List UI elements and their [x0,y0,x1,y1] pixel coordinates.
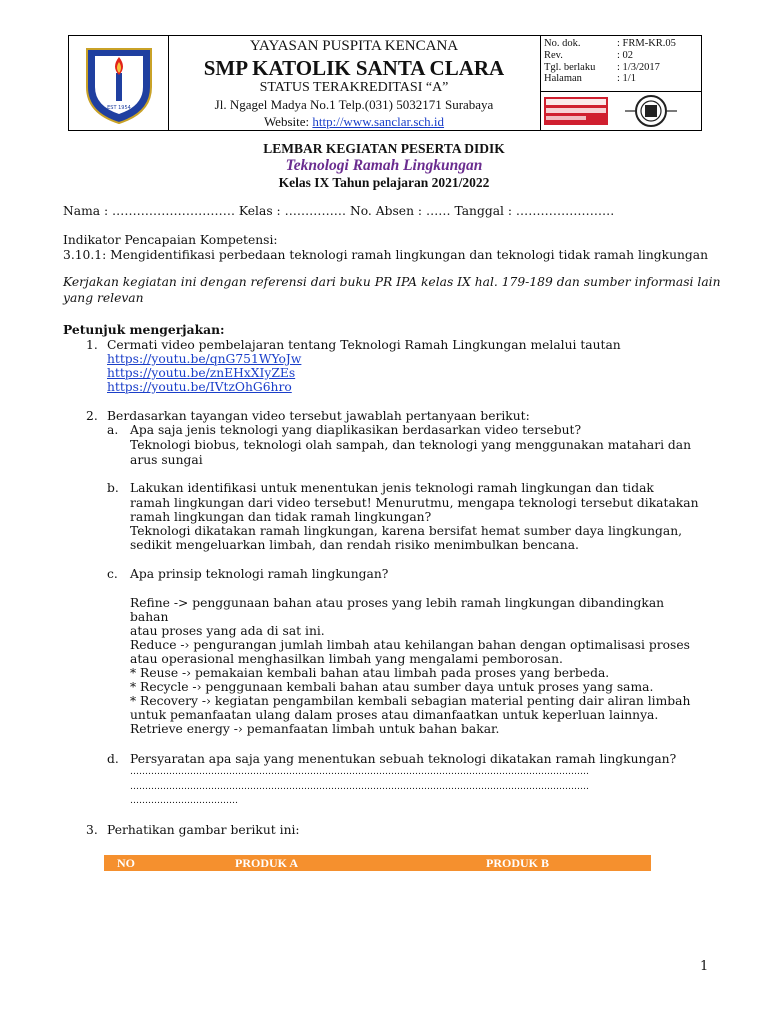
doc-number-value: : FRM-KR.05 [617,38,676,49]
q2a-answer: arus sungai [130,453,203,467]
worksheet-title: LEMBAR KEGIATAN PESERTA DIDIK [263,141,505,156]
petunjuk-heading: Petunjuk mengerjakan: [63,322,225,337]
q2-text: Berdasarkan tayangan video tersebut jawablah pertanyaan berikut: [107,409,530,423]
header-table [68,35,702,131]
q2b-answer: sedikit mengeluarkan limbah, dan rendah risiko menimbulkan bencana. [130,538,579,552]
q2-number: 2. [86,409,98,423]
q2a-answer: Teknologi biobus, teknologi olah sampah, dan teknologi yang menggunakan matahari dan [130,438,692,452]
q2c-answer-line: untuk pemanfaatan ulang dalam proses atau dimanfaatkan untuk keperluan lainnya. [130,708,659,722]
video-link-3[interactable]: https://youtu.be/IVtzOhG6hro [107,380,292,394]
q2c-answer-line: atau operasional menghasilkan limbah yang mengalami pemborosan. [130,652,563,666]
school-address: Jl. Ngagel Madya No.1 Telp.(031) 5032171 Surabaya [214,97,494,112]
q2c-answer-line: * Reuse -› pemakaian kembali bahan atau limbah pada proses yang berbeda. [130,666,610,680]
school-logo [79,43,159,125]
indicator-text: 3.10.1: Mengidentifikasi perbedaan teknologi ramah lingkungan dan teknologi tidak ramah lingkungan [63,248,709,262]
header-divider [540,91,701,92]
video-link-1[interactable]: https://youtu.be/qnG751WYoJw [107,352,302,366]
valid-date-value: : 1/3/2017 [617,62,660,73]
q2c-letter: c. [107,567,118,581]
q2a-letter: a. [107,423,119,437]
foundation-name: YAYASAN PUSPITA KENCANA [249,38,459,54]
q1-number: 1. [86,338,98,352]
accreditation-status: STATUS TERAKREDITASI “A” [259,80,449,95]
q2c-question: Apa prinsip teknologi ramah lingkungan? [130,567,389,581]
identity-line: Nama : ………………………… Kelas : …………… No. Absen : …… Tanggal : …………………… [63,204,615,218]
indicator-title: Indikator Pencapaian Kompetensi: [63,233,278,247]
q2c-answer-line: atau proses yang ada di sat ini. [130,624,325,638]
revision-label: Rev. [544,50,563,61]
q2d-question: Persyaratan apa saja yang menentukan sebuah teknologi dikatakan ramah lingkungan? [130,752,677,766]
website-link[interactable]: http://www.sanclar.sch.id [312,114,445,129]
page-label: Halaman [544,73,582,84]
q2b-question: ramah lingkungan dari video tersebut! Menurutmu, mengapa teknologi tersebut dikatakan [130,496,699,510]
q2d-answer-blank: ……………………………… [130,796,238,806]
q2d-letter: d. [107,752,119,766]
q2b-question: Lakukan identifikasi untuk menentukan jenis teknologi ramah lingkungan dan tidak [130,481,654,495]
q2d-answer-blank: ……………………………………………………………………………………………………………………………………… [130,767,589,777]
q2c-answer-line: Retrieve energy -› pemanfaatan limbah untuk bahan bakar. [130,722,500,736]
certification-seal [621,94,681,128]
video-link-2[interactable]: https://youtu.be/znEHxXIyZEs [107,366,296,380]
svg-text:EST 1954: EST 1954 [107,105,131,111]
q2c-answer-line: Reduce -› pengurangan jumlah limbah atau kehilangan bahan dengan optimalisasi proses [130,638,690,652]
q2c-answer-line: bahan [130,610,169,624]
worksheet-subtitle: Teknologi Ramah Lingkungan [285,157,483,174]
q2c-answer-line: Refine -> penggunaan bahan atau proses yang lebih ramah lingkungan dibandingkan [130,596,665,610]
school-website: Website: http://www.sanclar.sch.id [263,114,445,129]
q2d-answer-blank: ……………………………………………………………………………………………………………………………………… [130,782,589,792]
instruction-text: yang relevan [63,291,144,305]
instruction-text: Kerjakan kegiatan ini dengan referensi dari buku PR IPA kelas IX hal. 179-189 dan sumber informasi lain [63,275,721,289]
school-name: SMP KATOLIK SANTA CLARA [203,56,505,80]
valid-date-label: Tgl. berlaku [544,62,596,73]
column-header-no: NO [117,856,135,870]
q2b-letter: b. [107,481,119,495]
q3-number: 3. [86,823,98,837]
product-table-header [104,855,651,871]
q1-text: Cermati video pembelajaran tentang Teknologi Ramah Lingkungan melalui tautan [107,338,621,352]
q2c-answer-line: * Recycle -› penggunaan kembali bahan atau sumber daya untuk proses yang sama. [130,680,654,694]
header-divider [540,36,541,130]
q2a-question: Apa saja jenis teknologi yang diaplikasikan berdasarkan video tersebut? [130,423,582,437]
bureau-veritas-logo [544,97,608,125]
class-year: Kelas IX Tahun pelajaran 2021/2022 [278,175,490,190]
q2c-answer-line: * Recovery -› kegiatan pengambilan kembali sebagian material penting dair aliran limbah [130,694,691,708]
column-header-produk-b: PRODUK B [486,856,549,870]
doc-number-label: No. dok. [544,38,581,49]
revision-value: : 02 [617,50,634,61]
page-number: 1 [700,959,709,974]
q2b-answer: Teknologi dikatakan ramah lingkungan, karena bersifat hemat sumber daya lingkungan, [130,524,683,538]
page-value: : 1/1 [617,73,636,84]
q2b-question: ramah lingkungan dan tidak ramah lingkungan? [130,510,432,524]
q3-text: Perhatikan gambar berikut ini: [107,823,300,837]
column-header-produk-a: PRODUK A [235,856,298,870]
